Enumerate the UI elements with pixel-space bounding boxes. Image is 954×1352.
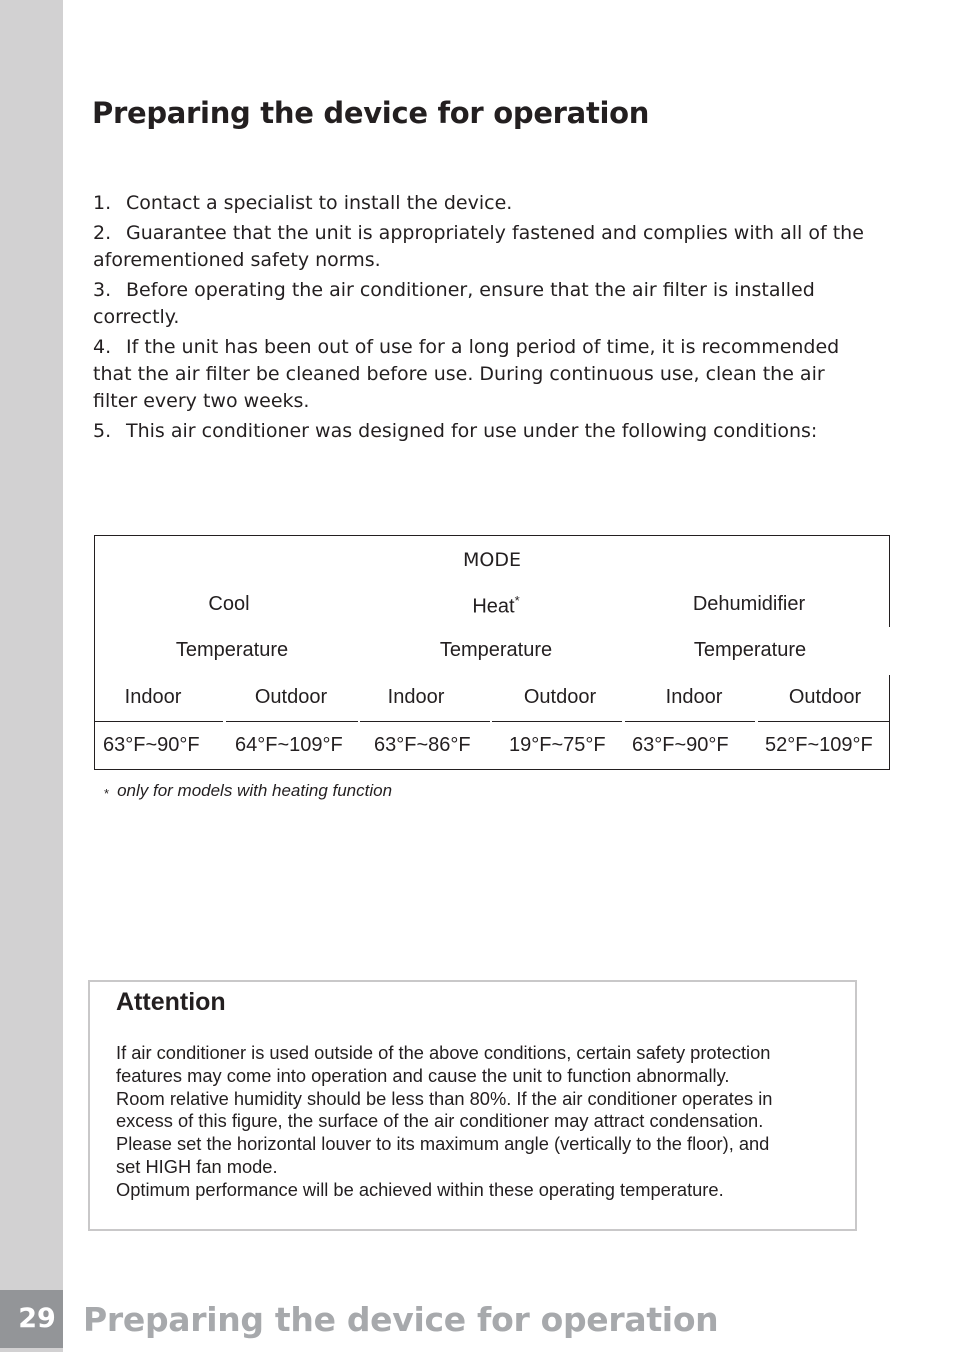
attention-line: excess of this figure, the surface of the air conditioner may attract condensation. xyxy=(116,1110,764,1132)
attention-line: If air conditioner is used outside of the above conditions, certain safety protection xyxy=(116,1042,771,1063)
page-title: Preparing the device for operation xyxy=(92,96,650,130)
step-text: Before operating the air conditioner, ensure that the air filter is installed correctly. xyxy=(93,279,815,328)
footnote-text: only for models with heating function xyxy=(117,781,393,800)
table-divider xyxy=(226,721,358,722)
table-footnote xyxy=(104,781,392,801)
attention-line: features may come into operation and cause the unit to function abnormally. xyxy=(116,1064,730,1086)
mode-heat xyxy=(441,593,551,619)
mode-header: MODE xyxy=(463,549,521,571)
indoor-label: Indoor xyxy=(124,686,182,708)
indoor-label: Indoor xyxy=(665,686,723,708)
mode-cool: Cool xyxy=(208,593,250,615)
outdoor-label: Outdoor xyxy=(788,686,862,708)
list-item xyxy=(93,277,873,331)
attention-text xyxy=(116,1042,846,1202)
table-border-bottom xyxy=(94,769,890,770)
temperature-label: Temperature xyxy=(693,639,807,661)
table-divider xyxy=(95,721,223,722)
attention-title: Attention xyxy=(116,988,226,1016)
table-divider xyxy=(625,721,755,722)
attention-line: Please set the horizontal louver to its maximum angle (vertically to the floor), and xyxy=(116,1133,770,1155)
step-number: 1. xyxy=(93,192,112,214)
mode-dehumidifier: Dehumidifier xyxy=(692,593,806,615)
table-divider xyxy=(492,721,622,722)
indoor-label: Indoor xyxy=(387,686,445,708)
temperature-label: Temperature xyxy=(439,639,553,661)
attention-line: Optimum performance will be achieved within these operating temperature. xyxy=(116,1178,724,1200)
step-number: 3. xyxy=(93,279,112,301)
step-number: 5. xyxy=(93,420,112,442)
attention-box xyxy=(88,980,857,1231)
heat-indoor-range: 63°F~86°F xyxy=(374,734,471,756)
table-divider xyxy=(360,721,490,722)
cool-outdoor-range: 64°F~109°F xyxy=(235,734,343,756)
outdoor-label: Outdoor xyxy=(523,686,597,708)
list-item xyxy=(93,220,873,274)
attention-line: set HIGH fan mode. xyxy=(116,1155,278,1177)
attention-line: Room relative humidity should be less than 80%. If the air conditioner operates in xyxy=(116,1087,773,1109)
step-number: 2. xyxy=(93,222,112,244)
table-border-right xyxy=(889,675,890,770)
footer-section-title: Preparing the device for operation xyxy=(83,1300,719,1339)
outdoor-label: Outdoor xyxy=(254,686,328,708)
list-item xyxy=(93,418,873,445)
cool-indoor-range: 63°F~90°F xyxy=(103,734,200,756)
instruction-list xyxy=(93,190,873,448)
table-border-top xyxy=(94,535,890,536)
step-text: If the unit has been out of use for a long period of time, it is recommended that the air filter be cleaned before use. During continuous use, clean the air filter every two weeks. xyxy=(93,336,840,412)
dehumidifier-outdoor-range: 52°F~109°F xyxy=(765,734,873,756)
heat-footnote-mark: * xyxy=(514,593,520,608)
page-number: 29 xyxy=(18,1303,56,1334)
step-text: Contact a specialist to install the device. xyxy=(126,192,513,214)
heat-outdoor-range: 19°F~75°F xyxy=(509,734,606,756)
mode-heat-label: Heat xyxy=(472,595,515,618)
table-divider xyxy=(758,721,889,722)
step-text: This air conditioner was designed for use under the following conditions: xyxy=(126,420,818,442)
step-number: 4. xyxy=(93,336,112,358)
step-text: Guarantee that the unit is appropriately fastened and complies with all of the aforementioned safety norms. xyxy=(93,222,864,271)
list-item xyxy=(93,334,873,415)
operating-conditions-table xyxy=(94,535,890,770)
side-strip xyxy=(0,0,63,1352)
list-item xyxy=(93,190,873,217)
dehumidifier-indoor-range: 63°F~90°F xyxy=(632,734,729,756)
footnote-mark: * xyxy=(104,786,110,801)
temperature-label: Temperature xyxy=(175,639,289,661)
